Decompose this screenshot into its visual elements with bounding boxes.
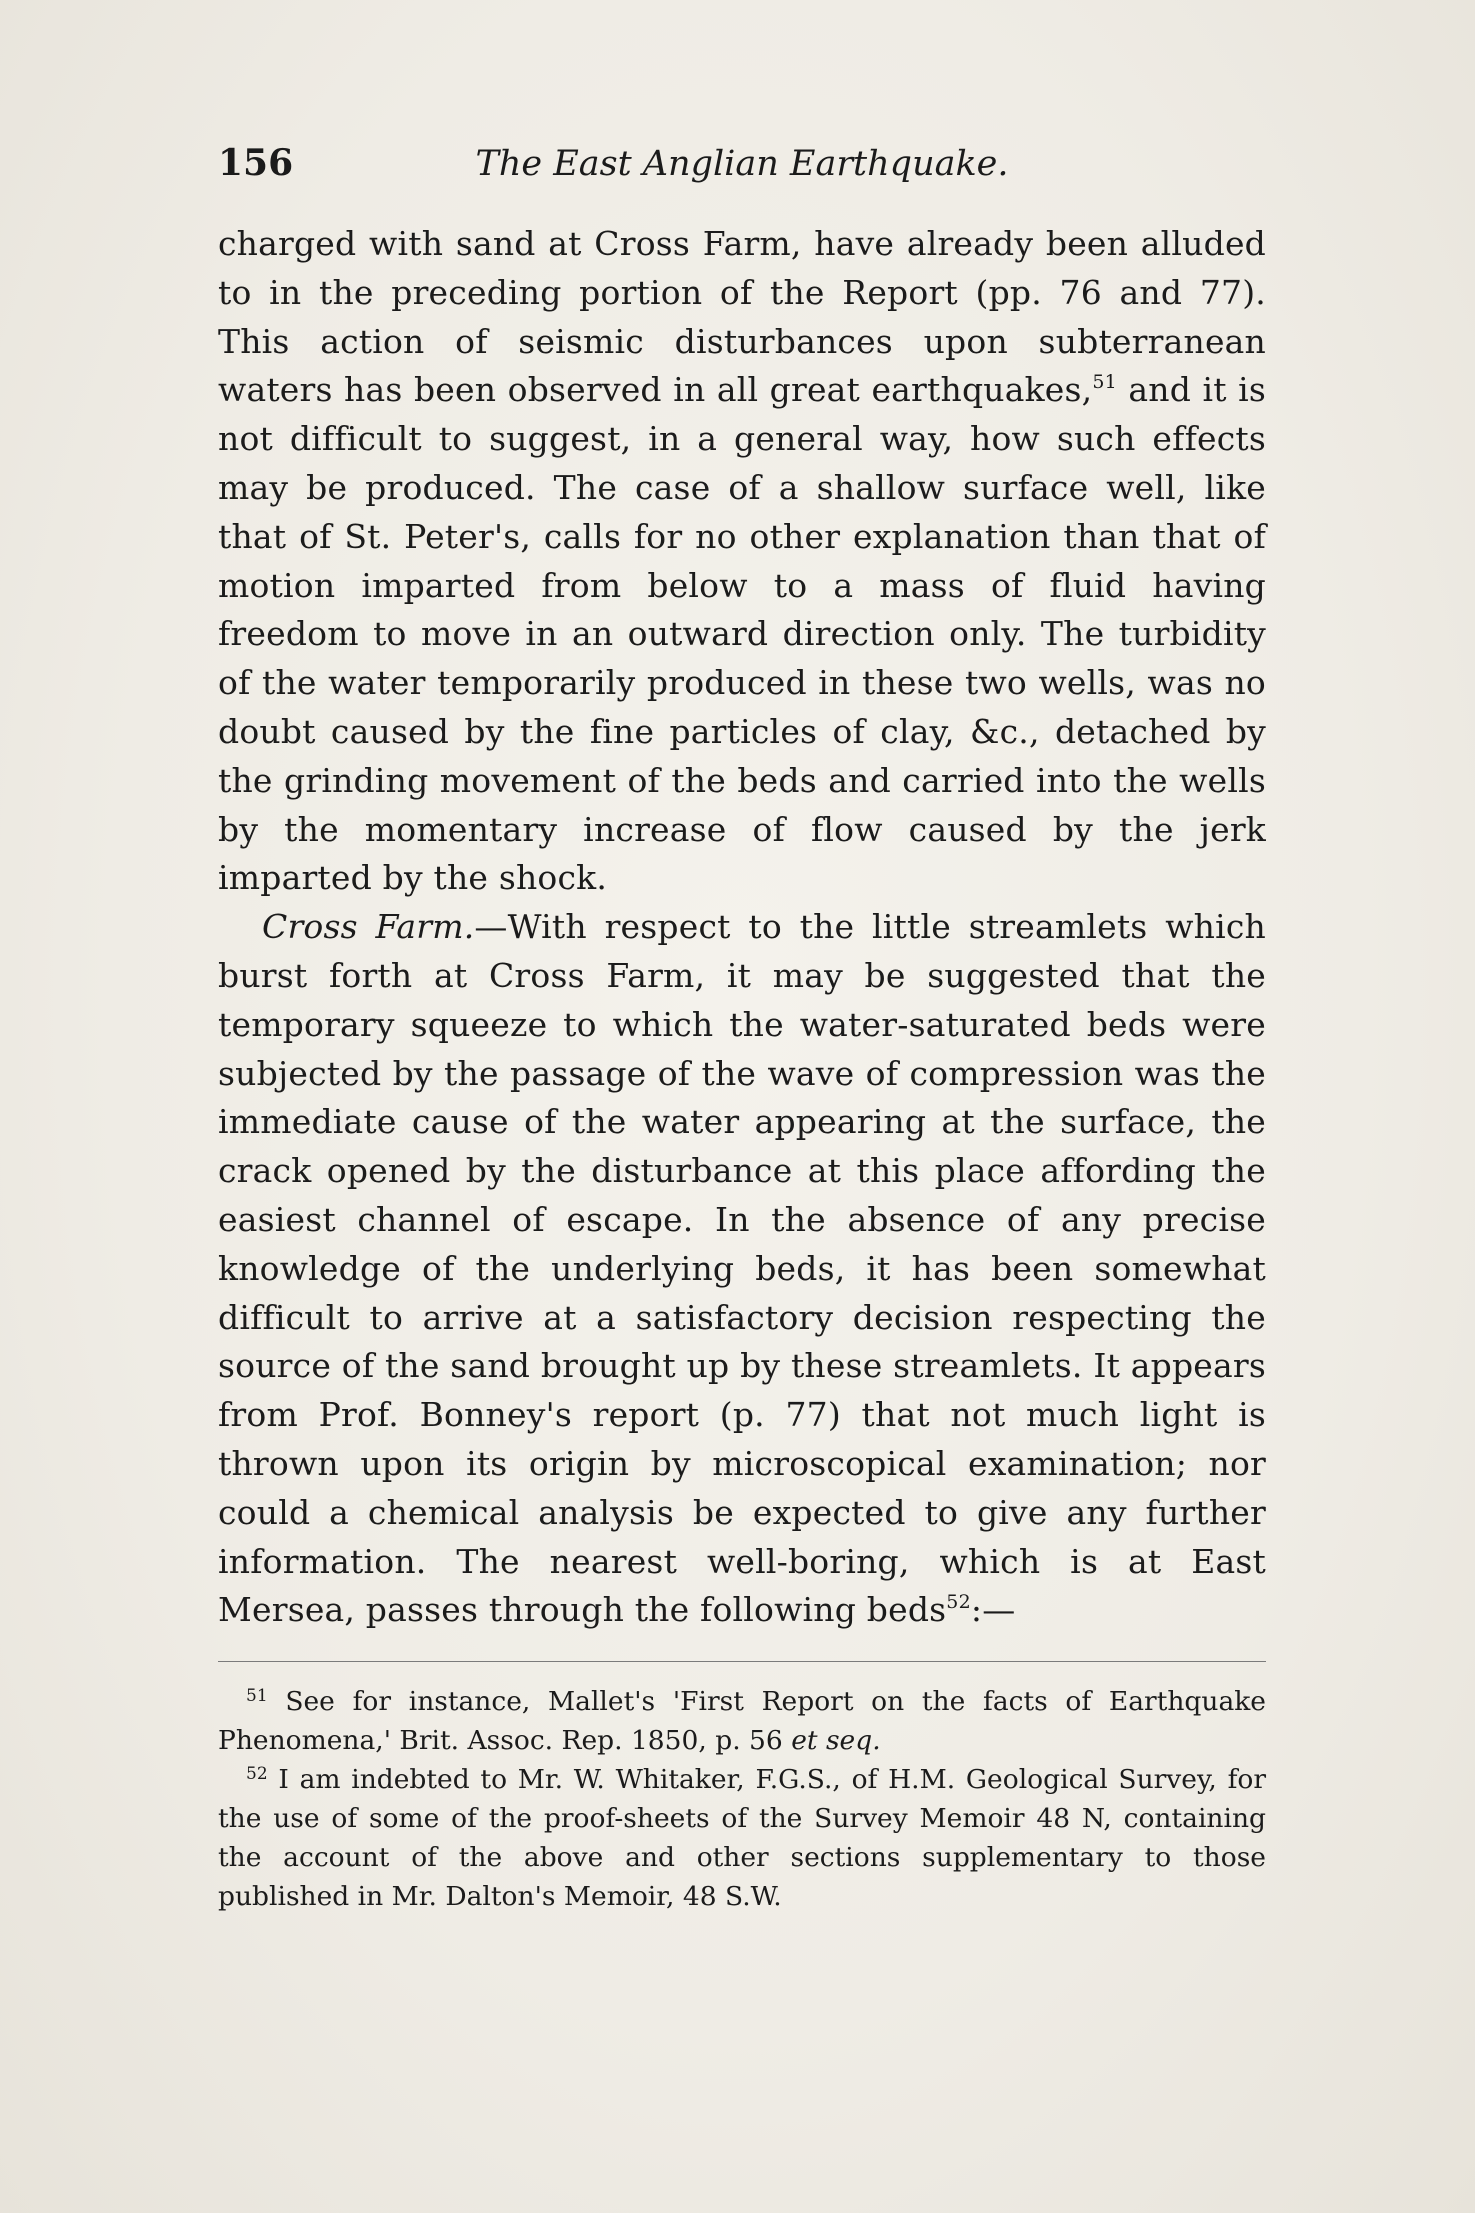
footnote-52-mark: 52 xyxy=(246,1764,268,1785)
footnote-52-text: I am indebted to Mr. W. Whitaker, F.G.S., of H.M. Geological Survey, for the use of some of the proof-sheets of the Survey Memoir 48 N, containing the account of the above and other sections supplementary to those published in Mr. Dalton's Memoir, 48 S.W. xyxy=(218,1764,1266,1913)
running-head xyxy=(218,120,1266,220)
footnote-ref-51: 51 xyxy=(1092,371,1117,394)
paragraph-2 xyxy=(218,903,1266,1635)
paragraph-2-text: —With respect to the little streamlets which burst forth at Cross Farm, it may be suggested that the temporary squeeze to which the water-saturated beds were subjected by the passage of the wave of compression was the immediate cause of the water appearing at the surface, the crack opened by the disturbance at this place affording the easiest channel of escape. In the absence of any precise knowledge of the underlying beds, it has been somewhat difficult to arrive at a satisfactory decision respecting the source of the sand brought up by these streamlets. It appears from Prof. Bonney's report (p. 77) that not much light is thrown upon its origin by microscopical examination; nor could a chemical analysis be expected to give any further information. The nearest well-boring, which is at East Mersea, passes through the following beds xyxy=(218,907,1266,1630)
running-title: The East Anglian Earthquake. xyxy=(475,144,1009,184)
paragraph-2-tail: :— xyxy=(970,1590,1016,1630)
footnote-51 xyxy=(218,1682,1266,1760)
footnote-ref-52: 52 xyxy=(946,1591,971,1614)
footnote-divider xyxy=(218,1661,1266,1662)
paragraph-1-text-continued: and it is not difficult to suggest, in a general way, how such effects may be produced. The case of a shallow surface well, like that of St. Peter's, calls for no other explanation than that of motion imparted from below to a mass of fluid having freedom to move in an outward direction only. The turbidity of the water temporarily produced in these two wells, was no doubt caused by the fine particles of clay, &c., detached by the grinding movement of the beds and carried into the wells by the momentary increase of flow caused by the jerk imparted by the shock. xyxy=(218,370,1266,898)
page-number: 156 xyxy=(218,142,294,184)
footnote-51-italic: et seq. xyxy=(791,1725,881,1757)
text-block xyxy=(218,120,1266,1916)
footnote-52 xyxy=(218,1760,1266,1916)
footnote-51-mark: 51 xyxy=(246,1686,268,1707)
paragraph-2-lead: Cross Farm. xyxy=(262,907,475,947)
paragraph-1 xyxy=(218,220,1266,903)
footnote-51-text: See for instance, Mallet's 'First Report on the facts of Earthquake Phenomena,' Brit. Assoc. Rep. 1850, p. 56 xyxy=(218,1686,1266,1757)
paragraph-1-text: charged with sand at Cross Farm, have already been alluded to in the preceding portion of the Report (pp. 76 and 77). This action of seismic disturbances upon subterranean waters has been observed in all great earthquakes, xyxy=(218,224,1266,410)
